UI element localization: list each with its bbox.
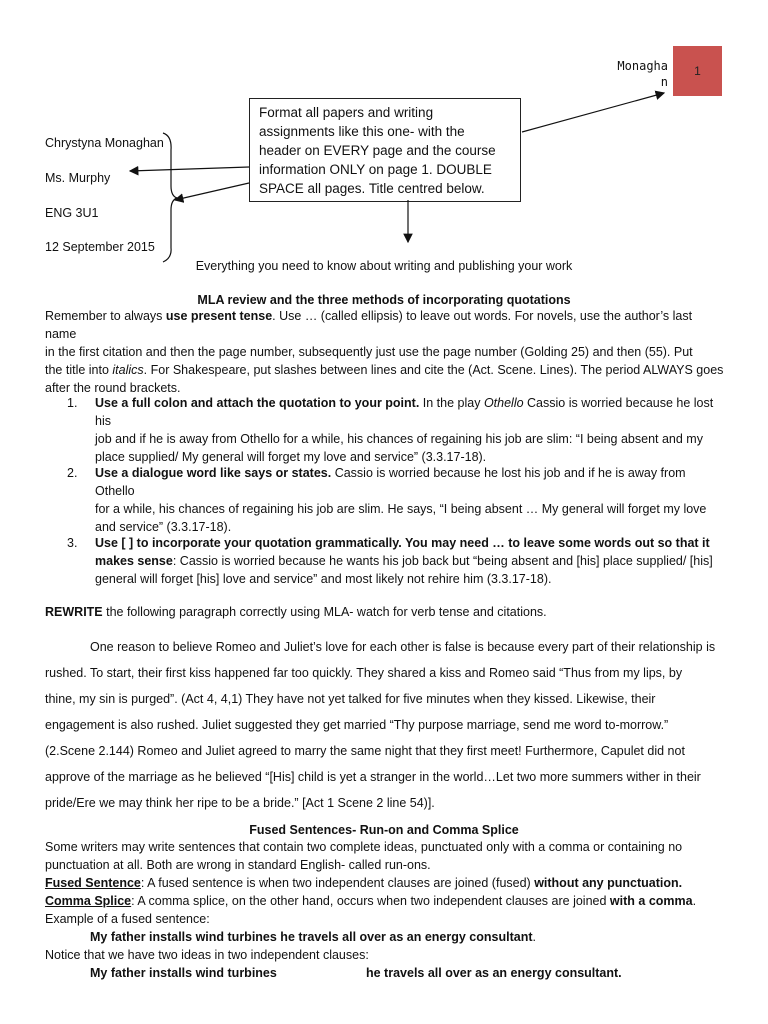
page-title: Everything you need to know about writing and publishing your work: [195, 259, 573, 273]
fused-section: Some writers may write sentences that contain two complete ideas, punctuated only with a comma or containing no punctuation at all. Both are wrong in standard English- called run-ons. Fused Sentence: A fused sentence is when two independent clauses are joined (fused) without any punctuation. Comma Splice: A comma splice, on the other hand, occurs when two independent clauses are joined with a comma. Example of a fused sentence: My father installs wind turbines he travels all over as an energy consultant. Notice that we have two ideas in two independent clauses: My father installs wind turbines he travels all over as an energy consultant.: [45, 840, 697, 980]
callout-line: header on EVERY page and the course: [259, 143, 496, 158]
callout-line: Format all papers and writing: [259, 105, 434, 120]
method-number: 1.: [67, 396, 78, 410]
clause-two: he travels all over as an energy consultant.: [366, 966, 622, 980]
callout-line: SPACE all pages. Title centred below.: [259, 181, 485, 196]
running-header-line1: Monagha: [617, 59, 668, 73]
clause-one: My father installs wind turbines: [90, 966, 277, 980]
arrow-to-name: [130, 167, 249, 171]
arrow-to-brace: [175, 183, 249, 200]
student-name: Chrystyna Monaghan: [45, 136, 164, 150]
teacher-name: Ms. Murphy: [45, 171, 111, 185]
arrow-to-header: [522, 93, 664, 132]
rewrite-instruction: REWRITE the following paragraph correctly using MLA- watch for verb tense and citations.: [45, 605, 547, 619]
method-number: 3.: [67, 536, 78, 550]
course-code: ENG 3U1: [45, 206, 99, 220]
rewrite-paragraph: One reason to believe Romeo and Juliet’s love for each other is false is because every part of their relationship is rushed. To start, their first kiss happened far too quickly. They shared a kiss and Romeo said “Thus from my lips, by thine, my sin is purged”. (Act 4, 4,1) They have not yet talked for five minutes when they kissed. Likewise, their engagement is also rushed. Juliet suggested they get married “Thy purpose marriage, send me word to-morrow.” (2.Scene 2.144) Romeo and Juliet agreed to marry the same night that they first meet! Furthermore, Capulet did not approve of the marriage as he believed “[His] child is yet a stranger in the world…Let two more summers wither in their pride/Ere we may think her ripe to be a bride.” [Act 1 Scene 2 line 54)].: [45, 640, 716, 810]
mla-heading: MLA review and the three methods of incorporating quotations: [197, 293, 571, 307]
mla-intro: Remember to always use present tense. Use … (called ellipsis) to leave out words. For novels, use the author’s last name in the first citation and then the page number, subsequently just use the page number (Golding 25) and then (55). Put the title into italics. For Shakespeare, put slashes between lines and cite the (Act. Scene. Lines). The period ALWAYS goes after the round brackets.: [45, 309, 724, 395]
method-number: 2.: [67, 466, 78, 480]
method-item: Use a dialogue word like says or states. Cassio is worried because he lost his job and if he is away from Othello for a while, his chances of regaining his job are slim. He says, “I being absent … My general will forget my love and service” (3.3.17-18).: [95, 466, 707, 534]
callout-line: assignments like this one- with the: [259, 124, 465, 139]
fused-heading: Fused Sentences- Run-on and Comma Splice: [249, 823, 519, 837]
method-item: Use [ ] to incorporate your quotation grammatically. You may need … to leave some words out so that it makes sense: Cassio is worried because he wants his job back but “being absent and [his] place supplied/ [his] general will forget [his] love and service” and most likely not rehire him (3.3.17-18).: [95, 536, 713, 586]
method-item: Use a full colon and attach the quotation to your point. In the play Othello Cassio is worried because he lost his job and if he is away from Othello for a while, his chances of regaining his job are slim: “I being absent and my place supplied/ My general will forget my love and service” (3.3.17-18).: [95, 396, 714, 464]
running-header-line2: n: [660, 75, 668, 89]
date: 12 September 2015: [45, 240, 155, 254]
page-number: 1: [694, 64, 701, 78]
callout-line: information ONLY on page 1. DOUBLE: [259, 162, 492, 177]
header-brace: [163, 133, 177, 262]
